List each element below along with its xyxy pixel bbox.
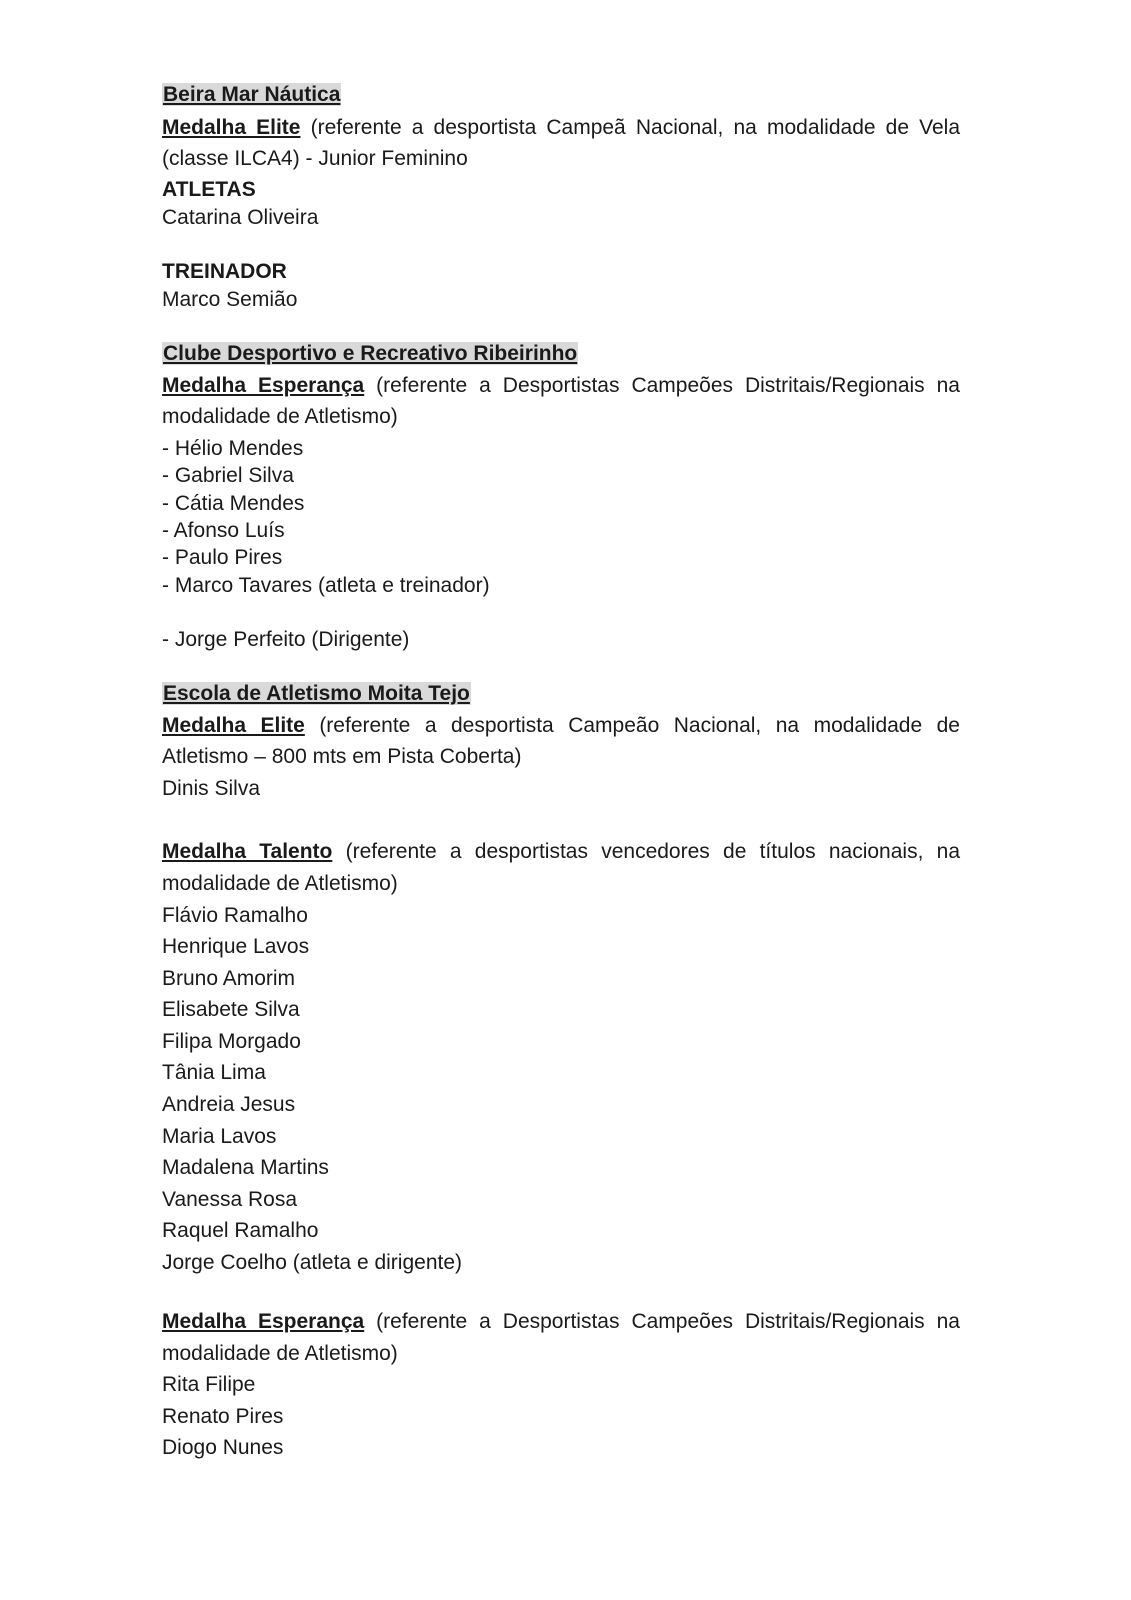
athlete-list-item: Henrique Lavos — [162, 935, 310, 958]
athlete-list-item: Andreia Jesus — [162, 1093, 296, 1116]
athlete-list-item: Jorge Coelho (atleta e dirigente) — [162, 1251, 463, 1274]
coach-name: Marco Semião — [162, 288, 298, 311]
section-3-talento-description-cont: modalidade de Atletismo) — [162, 872, 398, 895]
athlete-list-item: - Cátia Mendes — [162, 492, 305, 515]
club-name-beira-mar-nautica: Beira Mar Náutica — [163, 83, 341, 106]
section-3-esperanca-medal-line — [162, 1308, 960, 1336]
medal-description: (referente a desportistas vencedores de títulos nacionais, na — [332, 840, 960, 863]
section-2-club-line — [162, 340, 578, 368]
club-name-moita-tejo: Escola de Atletismo Moita Tejo — [163, 682, 470, 705]
athlete-name: Catarina Oliveira — [162, 206, 319, 229]
athlete-list-item: Vanessa Rosa — [162, 1188, 298, 1211]
medal-description: (referente a desportista Campeã Nacional, na modalidade de Vela — [300, 116, 960, 139]
medal-description: (referente a Desportistas Campeões Distritais/Regionais na — [364, 374, 960, 397]
medal-description: (referente a desportista Campeão Nacional, na modalidade de — [304, 714, 960, 737]
medal-esperanca-label: Medalha Esperança — [162, 1310, 365, 1333]
athlete-list-item: - Afonso Luís — [162, 519, 285, 542]
athlete-list-item: Maria Lavos — [162, 1125, 277, 1148]
athlete-list-item: Madalena Martins — [162, 1156, 329, 1179]
section-1-club-line — [162, 81, 341, 109]
athletes-heading: ATLETAS — [162, 178, 256, 201]
section-3-talento-medal-line — [162, 838, 960, 866]
athlete-list-item: - Hélio Mendes — [162, 437, 304, 460]
athlete-list-item: Renato Pires — [162, 1405, 284, 1428]
athlete-list-item: Filipa Morgado — [162, 1030, 301, 1053]
coach-heading: TREINADOR — [162, 260, 287, 283]
section-2-medal-description-cont: modalidade de Atletismo) — [162, 405, 398, 428]
athlete-name: Dinis Silva — [162, 777, 261, 800]
club-name-ribeirinho: Clube Desportivo e Recreativo Ribeirinho — [163, 342, 578, 365]
athlete-list-item: Rita Filipe — [162, 1373, 256, 1396]
medal-elite-label: Medalha Elite — [162, 714, 305, 737]
athlete-list-item: Bruno Amorim — [162, 967, 296, 990]
athlete-list-item: Raquel Ramalho — [162, 1219, 319, 1242]
athlete-list-item: Flávio Ramalho — [162, 904, 308, 927]
section-3-elite-medal-line — [162, 712, 960, 740]
section-2-medal-line — [162, 372, 960, 400]
director-name: - Jorge Perfeito (Dirigente) — [162, 628, 410, 651]
athlete-list-item: Diogo Nunes — [162, 1436, 284, 1459]
medal-elite-label: Medalha Elite — [162, 116, 301, 139]
athlete-list-item: - Marco Tavares (atleta e treinador) — [162, 574, 490, 597]
medal-esperanca-label: Medalha Esperança — [162, 374, 365, 397]
medal-description: (referente a Desportistas Campeões Distritais/Regionais na — [364, 1310, 960, 1333]
athlete-list-item: - Gabriel Silva — [162, 464, 294, 487]
athlete-list-item: - Paulo Pires — [162, 546, 283, 569]
athlete-list-item: Tânia Lima — [162, 1061, 266, 1084]
athlete-list-item: Elisabete Silva — [162, 998, 300, 1021]
section-1-medal-line — [162, 114, 960, 142]
section-3-elite-description-cont: Atletismo – 800 mts em Pista Coberta) — [162, 745, 522, 768]
section-3-esperanca-description-cont: modalidade de Atletismo) — [162, 1342, 398, 1365]
section-1-medal-description-cont: (classe ILCA4) - Junior Feminino — [162, 147, 468, 170]
medal-talento-label: Medalha Talento — [162, 840, 333, 863]
section-3-club-line — [162, 680, 471, 708]
